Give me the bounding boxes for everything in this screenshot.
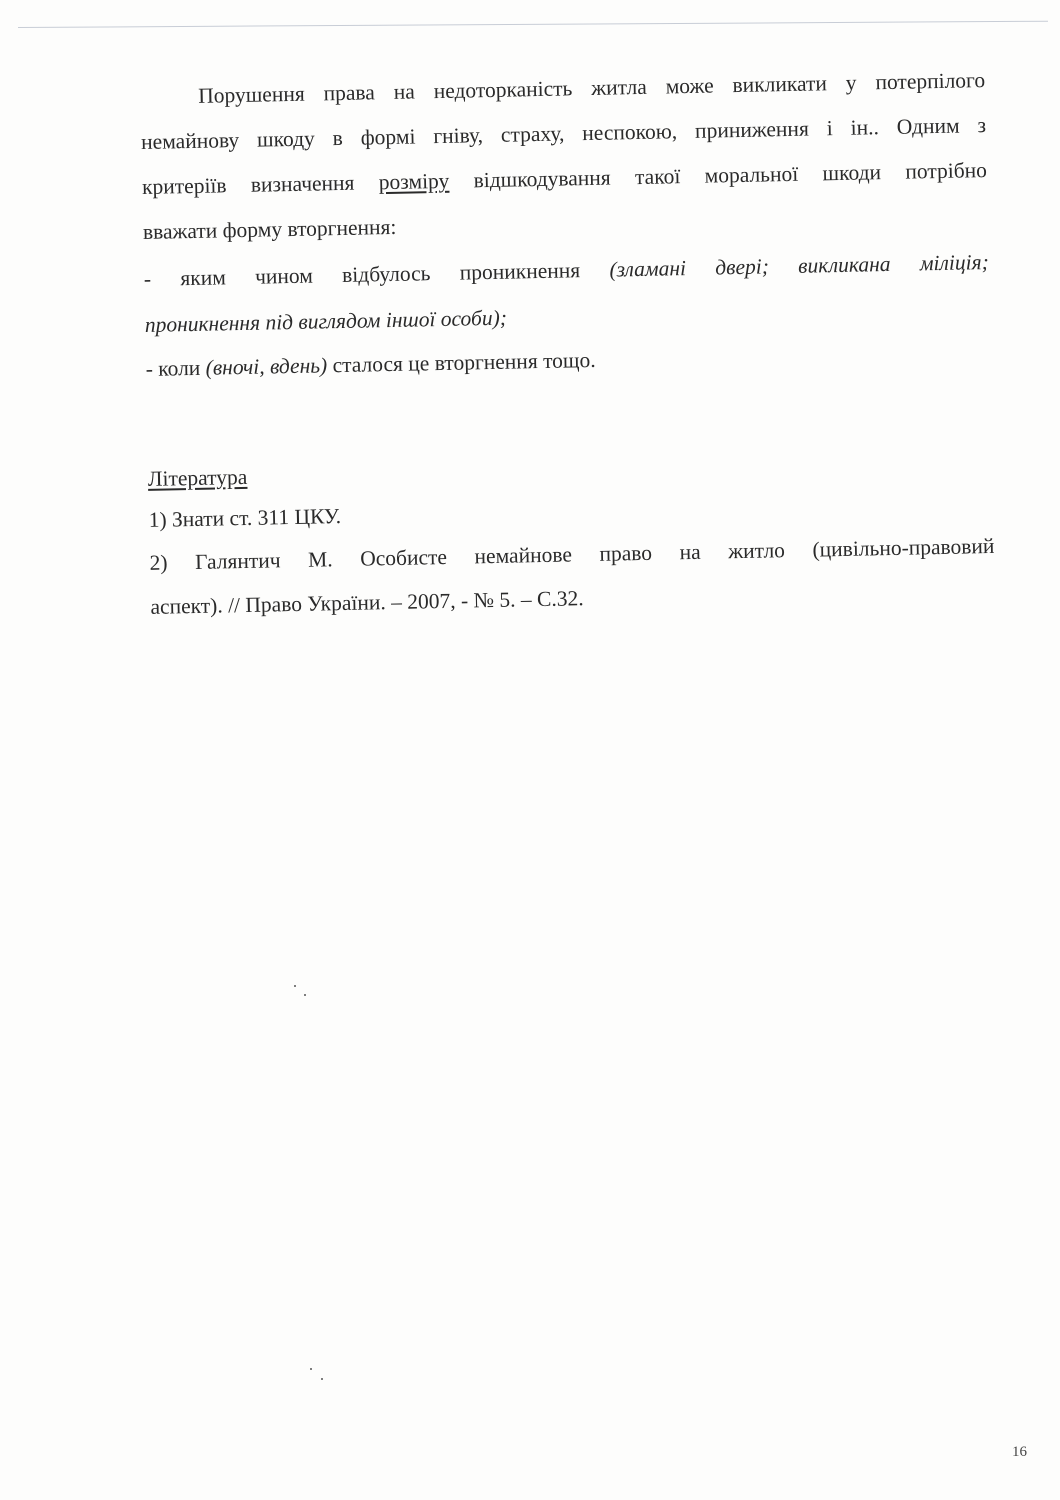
paragraph-line-3-start: критеріїв визначення: [141, 170, 355, 199]
bullet-1-line-1: [144, 250, 989, 292]
top-rule: [18, 21, 1048, 28]
bullet-1-text: - яким чином відбулось проникнення: [143, 258, 581, 291]
scan-speck: [304, 994, 306, 996]
bullet-1-italic: (зламані двері; викликана міліція;: [609, 250, 989, 282]
page-number: 16: [1012, 1444, 1027, 1460]
literature-heading: Література: [147, 464, 248, 491]
scan-speck: [294, 985, 296, 987]
paragraph-line-2: немайнову шкоду в формі гніву, страху, неспокою, приниження і ін.. Одним з: [140, 113, 987, 154]
literature-item-2-line-1: 2) Галянтич М. Особисте немайнове право на житло (цивільно-правовий: [149, 533, 995, 575]
bullet-1-line-2: проникнення під виглядом іншої особи);: [144, 305, 508, 337]
scan-speck: [321, 1378, 323, 1380]
bullet-2-prefix: - коли: [145, 355, 201, 381]
paragraph-line-3-end: відшкодування такої моральної шкоди потрібно: [473, 158, 988, 193]
literature-item-2-line-2: аспект). // Право України. – 2007, - № 5. – С.32.: [150, 586, 584, 619]
bullet-2-suffix: сталося це вторгнення тощо.: [332, 347, 596, 378]
literature-item-1: 1) Знати ст. 311 ЦКУ.: [148, 504, 342, 532]
paragraph-line-1: Порушення права на недоторканість житла може викликати у потерпілого: [197, 68, 986, 108]
paragraph-line-3: [142, 158, 987, 200]
document-body: [140, 68, 995, 619]
bullet-2-italic: (вночі, вдень): [205, 353, 328, 380]
paragraph-line-4: вважати форму вторгнення:: [142, 214, 397, 244]
underlined-word: розміру: [378, 168, 450, 195]
bullet-2-line: [145, 348, 595, 382]
scan-speck: [310, 1368, 312, 1370]
